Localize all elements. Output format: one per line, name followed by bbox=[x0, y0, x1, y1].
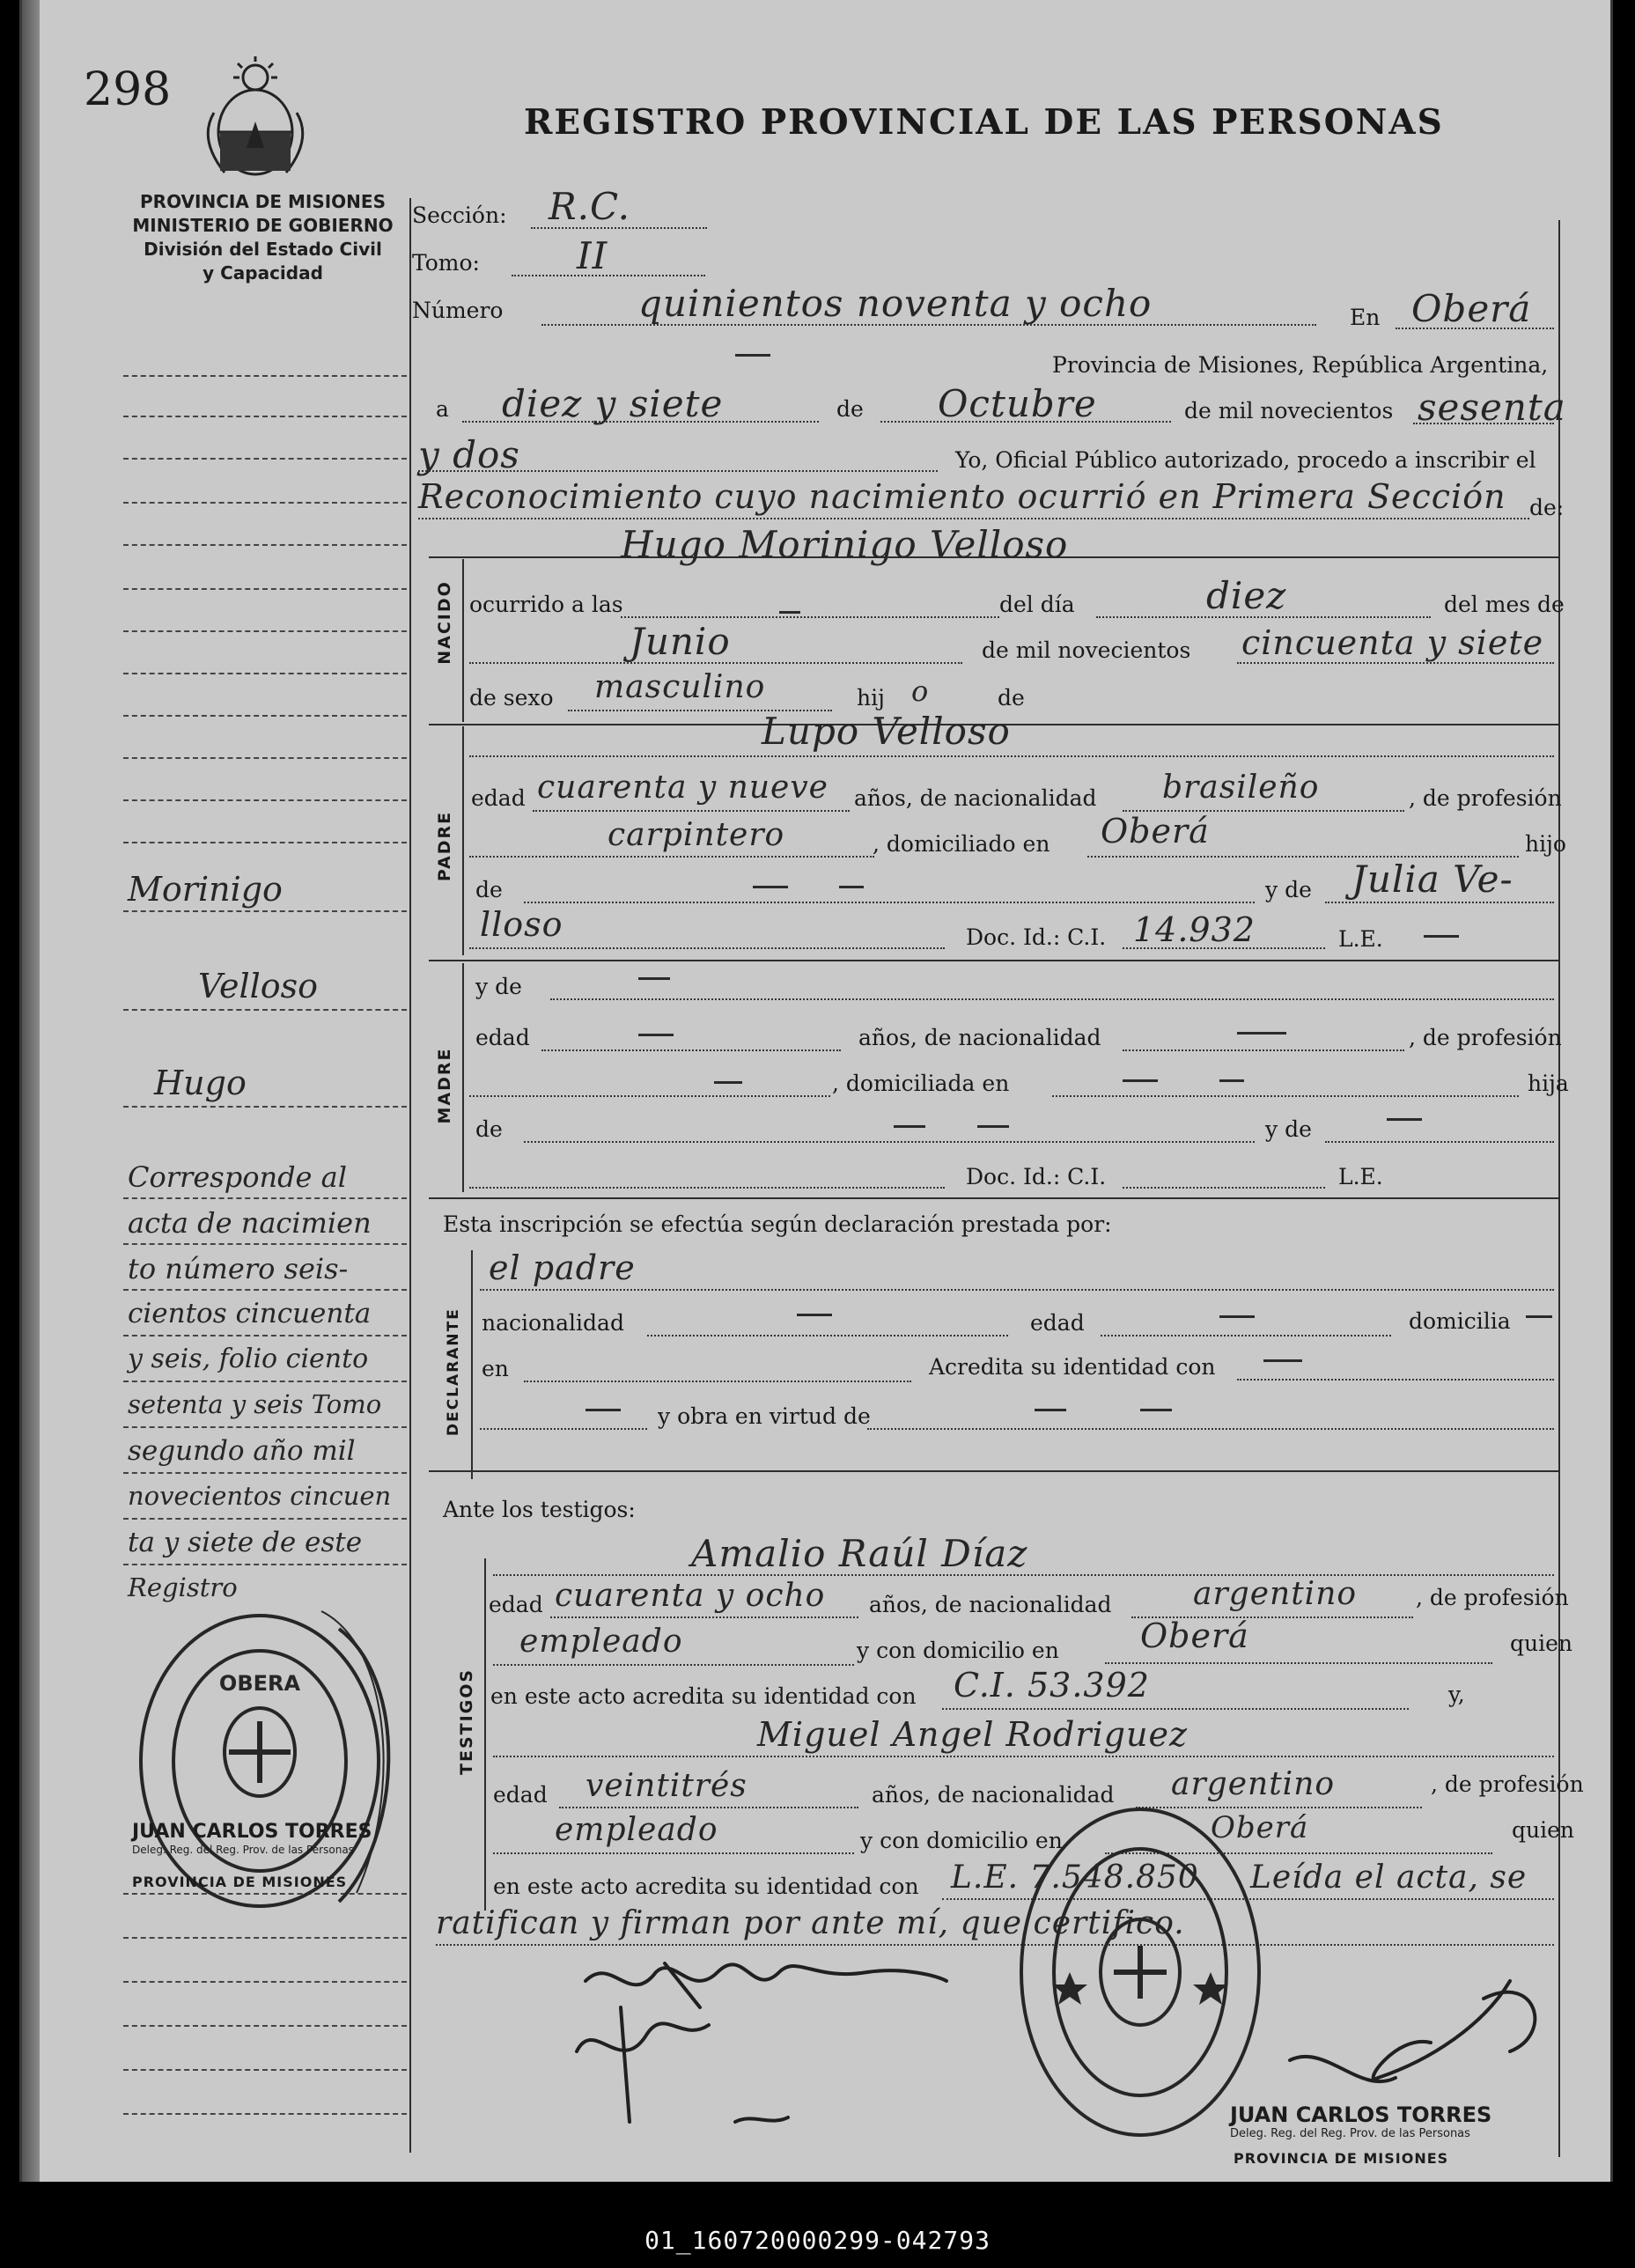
filler-dash bbox=[977, 1125, 1009, 1128]
margin-line bbox=[123, 416, 407, 417]
margin-line bbox=[123, 1426, 407, 1428]
padre-mother-value-2: lloso bbox=[480, 905, 563, 944]
filler-dash bbox=[1263, 1359, 1302, 1362]
numero-value: quinientos noventa y ocho bbox=[638, 282, 1153, 325]
margin-note-line: ta y siete de este bbox=[128, 1527, 363, 1558]
padre-mother-line bbox=[1325, 902, 1554, 903]
margin-line bbox=[123, 715, 407, 717]
declarante-divider bbox=[471, 1250, 473, 1479]
margin-line bbox=[123, 544, 407, 546]
left-official-title: Deleg. Reg. del Reg. Prov. de las Personas bbox=[132, 1844, 354, 1856]
numero-label: Número bbox=[412, 298, 504, 323]
filler-dash bbox=[797, 1314, 832, 1316]
w2-doc-value: L.E. 7.548.850 bbox=[951, 1859, 1199, 1896]
en-value: Oberá bbox=[1411, 287, 1532, 330]
witness1-name: Amalio Raúl Díaz bbox=[691, 1532, 1028, 1575]
madre-le-label: L.E. bbox=[1338, 1164, 1383, 1189]
decl-acredita-label: Acredita su identidad con bbox=[929, 1354, 1216, 1380]
declarante-value: el padre bbox=[489, 1248, 636, 1287]
madre-dom-label: , domiciliada en bbox=[832, 1071, 1010, 1096]
margin-note-line: novecientos cincuen bbox=[128, 1481, 392, 1511]
del-dia-label: del día bbox=[999, 592, 1075, 617]
dia-value: diez bbox=[1206, 574, 1287, 617]
margin-line bbox=[123, 1981, 407, 1983]
padre-divider bbox=[462, 726, 464, 955]
filler-dash bbox=[1219, 1315, 1255, 1318]
madre-divider bbox=[462, 963, 464, 1192]
padre-doc-label: Doc. Id.: C.I. bbox=[966, 924, 1107, 950]
padre-title: PADRE bbox=[435, 810, 454, 882]
filler-dash bbox=[779, 611, 800, 614]
year-value-1: sesenta bbox=[1418, 386, 1566, 429]
coat-of-arms-icon bbox=[198, 51, 313, 183]
office-line: y Capacidad bbox=[203, 262, 323, 284]
margin-line bbox=[123, 1937, 407, 1939]
declarante-line bbox=[480, 1289, 1554, 1291]
w1-prof-line bbox=[493, 1664, 854, 1666]
year-value-2: y dos bbox=[418, 433, 520, 476]
w1-doc-value: C.I. 53.392 bbox=[954, 1666, 1150, 1705]
margin-note-line: acta de nacimien bbox=[128, 1206, 372, 1240]
testigos-intro: Ante los testigos: bbox=[443, 1497, 636, 1522]
day-value: diez y siete bbox=[502, 382, 724, 425]
madre-title: MADRE bbox=[435, 1047, 454, 1124]
padre-de-line bbox=[524, 902, 1255, 903]
child-name: Hugo Morinigo Velloso bbox=[621, 523, 1069, 566]
madre-y-de-label: y de bbox=[475, 974, 522, 999]
tomo-label: Tomo: bbox=[412, 250, 480, 276]
tomo-value: II bbox=[577, 234, 608, 277]
decl-nac-line bbox=[647, 1335, 1008, 1336]
declarante-intro: Esta inscripción se efectúa según declaración prestada por: bbox=[443, 1211, 1112, 1237]
witness1-line bbox=[493, 1574, 1554, 1576]
office-line: PROVINCIA DE MISIONES bbox=[140, 191, 386, 212]
madre-edad-label: edad bbox=[475, 1025, 530, 1050]
madre-y-de-line bbox=[1325, 1141, 1554, 1143]
filler-dash bbox=[1237, 1032, 1286, 1035]
filler-dash bbox=[894, 1125, 925, 1128]
del-mes-label: del mes de bbox=[1444, 592, 1565, 617]
margin-line bbox=[123, 1243, 407, 1245]
decl-obra-pre-line bbox=[480, 1428, 647, 1430]
margin-line bbox=[123, 1564, 407, 1565]
margin-line bbox=[123, 458, 407, 460]
decl-obra-label: y obra en virtud de bbox=[658, 1403, 871, 1429]
w2-acredita-label: en este acto acredita su identidad con bbox=[493, 1874, 919, 1899]
filler-dash bbox=[839, 886, 864, 888]
nacido-title: NACIDO bbox=[435, 580, 454, 665]
w2-edad-value: veintitrés bbox=[586, 1768, 748, 1804]
month-value: Octubre bbox=[938, 382, 1097, 425]
margin-line bbox=[123, 588, 407, 590]
padre-mother-line-2 bbox=[469, 947, 945, 949]
w1-profesion-label: , de profesión bbox=[1416, 1585, 1569, 1610]
w2-dom-value: Oberá bbox=[1211, 1810, 1309, 1845]
w1-doc-line bbox=[942, 1708, 1409, 1710]
padre-de-label: de bbox=[475, 877, 503, 902]
margin-line bbox=[123, 375, 407, 377]
margin-line bbox=[123, 673, 407, 674]
filler-dash bbox=[1123, 1079, 1158, 1082]
w2-edad-label: edad bbox=[493, 1782, 548, 1808]
scan-footer-id: 01_160720000299-042793 bbox=[644, 2226, 991, 2255]
w1-edad-label: edad bbox=[489, 1592, 543, 1617]
right-official-title: Deleg. Reg. del Reg. Prov. de las Personas bbox=[1230, 2127, 1470, 2140]
margin-line bbox=[123, 1289, 407, 1291]
de-label: de bbox=[836, 396, 864, 422]
madre-hija-label: hija bbox=[1528, 1071, 1569, 1096]
margin-line bbox=[123, 757, 407, 759]
right-official-province: PROVINCIA DE MISIONES bbox=[1234, 2150, 1449, 2167]
tomo-line bbox=[512, 275, 705, 276]
padre-le-label: L.E. bbox=[1338, 926, 1383, 952]
office-block bbox=[107, 190, 419, 285]
margin-line bbox=[123, 910, 407, 912]
madre-profesion-label: , de profesión bbox=[1409, 1025, 1562, 1050]
registry-title: REGISTRO PROVINCIAL DE LAS PERSONAS bbox=[524, 102, 1444, 143]
margin-surname-1: Morinigo bbox=[128, 870, 283, 909]
birth-mil-label: de mil novecientos bbox=[982, 637, 1191, 663]
hij-de-label: de bbox=[998, 685, 1025, 711]
witness2-line bbox=[493, 1756, 1554, 1757]
madre-prof-line bbox=[469, 1095, 830, 1097]
margin-line bbox=[123, 1009, 407, 1011]
madre-dom-line bbox=[1052, 1095, 1519, 1097]
testigos-title: TESTIGOS bbox=[457, 1668, 476, 1775]
page-number: 298 bbox=[84, 63, 172, 116]
w1-dom-line bbox=[1105, 1662, 1492, 1664]
left-official-province: PROVINCIA DE MISIONES bbox=[132, 1874, 348, 1890]
madre-anios-label: años, de nacionalidad bbox=[858, 1025, 1101, 1050]
w2-edad-line bbox=[559, 1807, 858, 1808]
filler-dash bbox=[735, 354, 770, 357]
padre-edad-label: edad bbox=[471, 785, 526, 811]
form-left-border bbox=[409, 198, 411, 2153]
w1-y-label: y, bbox=[1448, 1682, 1465, 1707]
decl-domicilia-label: domicilia bbox=[1409, 1308, 1511, 1334]
w1-prof-value: empleado bbox=[519, 1624, 683, 1660]
inscription-line bbox=[418, 518, 1529, 519]
w1-edad-value: cuarenta y ocho bbox=[555, 1578, 826, 1614]
w1-acredita-label: en este acto acredita su identidad con bbox=[490, 1683, 917, 1709]
margin-line bbox=[123, 1197, 407, 1199]
madre-y-de-label-2: y de bbox=[1265, 1116, 1312, 1142]
margin-line bbox=[123, 1106, 407, 1108]
ocurrido-label: ocurrido a las bbox=[469, 592, 623, 617]
margin-note-line: segundo año mil bbox=[128, 1435, 356, 1467]
filler-dash bbox=[638, 1034, 674, 1036]
birth-year-value: cincuenta y siete bbox=[1241, 623, 1544, 662]
margin-line bbox=[123, 1472, 407, 1474]
hij-value: o bbox=[911, 674, 930, 708]
en-label: En bbox=[1350, 305, 1381, 330]
padre-hijo-label: hijo bbox=[1525, 831, 1566, 857]
decl-edad-line bbox=[1101, 1335, 1391, 1336]
margin-line bbox=[123, 799, 407, 801]
margin-line bbox=[123, 2025, 407, 2027]
madre-edad-line bbox=[541, 1049, 841, 1051]
testigos-divider bbox=[484, 1558, 486, 1911]
madre-name-line bbox=[550, 998, 1554, 1000]
filler-dash bbox=[1035, 1409, 1066, 1411]
madre-doc-label: Doc. Id.: C.I. bbox=[966, 1164, 1107, 1189]
madre-nac-line bbox=[1123, 1049, 1404, 1051]
w2-quien-label: quien bbox=[1512, 1817, 1574, 1843]
w2-domicilio-label: y con domicilio en bbox=[860, 1828, 1063, 1853]
closing-text-2: ratifican y firman por ante mí, que certifico. bbox=[436, 1905, 1185, 1941]
filler-dash bbox=[638, 977, 670, 980]
w2-prof-line bbox=[493, 1852, 854, 1854]
decl-en-line bbox=[524, 1381, 911, 1382]
year-line-2 bbox=[418, 470, 938, 472]
w1-dom-value: Oberá bbox=[1140, 1616, 1249, 1655]
padre-edad-line bbox=[533, 810, 850, 812]
filler-dash bbox=[753, 886, 788, 888]
testigos-top bbox=[429, 1470, 1558, 1472]
birth-year-line bbox=[1237, 662, 1554, 664]
w2-profesion-label: , de profesión bbox=[1431, 1771, 1584, 1797]
w1-edad-line bbox=[550, 1616, 858, 1618]
madre-top bbox=[429, 960, 1558, 961]
w2-anios-label: años, de nacionalidad bbox=[872, 1782, 1115, 1808]
w1-nac-value: argentino bbox=[1193, 1576, 1358, 1612]
w2-prof-value: empleado bbox=[555, 1812, 718, 1848]
margin-note-line: cientos cincuenta bbox=[128, 1298, 372, 1329]
de-end-label: de: bbox=[1529, 495, 1565, 520]
padre-edad-value: cuarenta y nueve bbox=[537, 770, 829, 806]
ocurrido-line bbox=[621, 616, 999, 618]
margin-note-line: setenta y seis Tomo bbox=[128, 1389, 382, 1419]
margin-note-line: to número seis- bbox=[128, 1252, 349, 1285]
filler-dash bbox=[714, 1081, 742, 1084]
padre-prof-value: carpintero bbox=[608, 817, 785, 853]
left-seal-text: OBERA bbox=[218, 1671, 301, 1696]
filler-dash bbox=[586, 1409, 621, 1411]
madre-doc-line bbox=[1123, 1187, 1325, 1189]
decl-acredita-line bbox=[1237, 1379, 1554, 1381]
filler-dash bbox=[1424, 935, 1459, 938]
w1-quien-label: quien bbox=[1510, 1631, 1572, 1656]
padre-dom-value: Oberá bbox=[1101, 812, 1210, 850]
madre-de-line bbox=[524, 1141, 1255, 1143]
margin-surname-2: Velloso bbox=[198, 967, 319, 1005]
filler-dash bbox=[1526, 1315, 1552, 1318]
witness2-name: Miguel Angel Rodriguez bbox=[757, 1715, 1188, 1754]
padre-profesion-label: , de profesión bbox=[1409, 785, 1562, 811]
margin-line bbox=[123, 1381, 407, 1382]
provincia-text: Provincia de Misiones, República Argentina, bbox=[1052, 352, 1549, 378]
office-line: MINISTERIO DE GOBIERNO bbox=[132, 215, 394, 236]
filler-dash bbox=[1140, 1409, 1172, 1411]
decl-obra-line bbox=[867, 1428, 1554, 1430]
margin-note-line: Registro bbox=[128, 1572, 238, 1602]
decl-edad-label: edad bbox=[1030, 1310, 1085, 1336]
filler-dash bbox=[1387, 1118, 1422, 1121]
decl-nac-label: nacionalidad bbox=[482, 1310, 624, 1336]
margin-line bbox=[123, 1335, 407, 1336]
mil-label: de mil novecientos bbox=[1184, 398, 1394, 423]
w2-nac-value: argentino bbox=[1171, 1766, 1336, 1802]
father-name: Lupo Velloso bbox=[762, 710, 1011, 753]
madre-de-label: de bbox=[475, 1116, 503, 1142]
nacido-divider bbox=[462, 559, 464, 722]
margin-line bbox=[123, 502, 407, 504]
left-official-name: JUAN CARLOS TORRES bbox=[132, 1821, 372, 1843]
scan-bottom-band bbox=[0, 2182, 1635, 2268]
closing-text-1: Leída el acta, se bbox=[1250, 1859, 1528, 1896]
margin-note-line: y seis, folio ciento bbox=[128, 1344, 369, 1374]
margin-line bbox=[123, 630, 407, 632]
margin-given-name: Hugo bbox=[154, 1064, 247, 1102]
decl-en-label: en bbox=[482, 1356, 509, 1381]
margin-note-line: Corresponde al bbox=[128, 1160, 347, 1194]
margin-line bbox=[123, 2113, 407, 2115]
declarante-title: DECLARANTE bbox=[445, 1307, 462, 1436]
padre-prof-line bbox=[469, 856, 874, 858]
padre-nac-value: brasileño bbox=[1162, 770, 1320, 806]
father-name-line bbox=[469, 755, 1554, 757]
seccion-value: R.C. bbox=[549, 185, 630, 228]
margin-line bbox=[123, 2069, 407, 2071]
office-line: División del Estado Civil bbox=[144, 239, 382, 260]
hij-label: hij bbox=[857, 685, 885, 711]
sexo-value: masculino bbox=[594, 669, 766, 705]
filler-dash bbox=[1219, 1079, 1244, 1082]
inscription-value: Reconocimiento cuyo nacimiento ocurrió en Primera Sección bbox=[418, 477, 1506, 516]
oficial-text: Yo, Oficial Público autorizado, procedo a inscribir el bbox=[955, 447, 1536, 473]
seccion-label: Sección: bbox=[412, 202, 507, 228]
sexo-label: de sexo bbox=[469, 685, 554, 711]
declarante-top bbox=[429, 1197, 1558, 1199]
padre-dom-label: , domiciliado en bbox=[873, 831, 1050, 857]
padre-y-de-label: y de bbox=[1265, 877, 1312, 902]
register-page bbox=[19, 0, 1613, 2182]
padre-doc-value: 14.932 bbox=[1133, 910, 1256, 949]
birth-month-value: Junio bbox=[630, 620, 731, 663]
madre-doc-pre-line bbox=[469, 1187, 945, 1189]
padre-anios-label: años, de nacionalidad bbox=[854, 785, 1097, 811]
margin-line bbox=[123, 1518, 407, 1520]
right-official-name: JUAN CARLOS TORRES bbox=[1230, 2102, 1492, 2127]
book-spine bbox=[22, 0, 40, 2182]
a-label: a bbox=[436, 396, 449, 422]
padre-mother-value-1: Julia Ve- bbox=[1351, 858, 1513, 901]
margin-line bbox=[123, 842, 407, 843]
w1-domicilio-label: y con domicilio en bbox=[857, 1638, 1059, 1663]
w1-anios-label: años, de nacionalidad bbox=[869, 1592, 1112, 1617]
